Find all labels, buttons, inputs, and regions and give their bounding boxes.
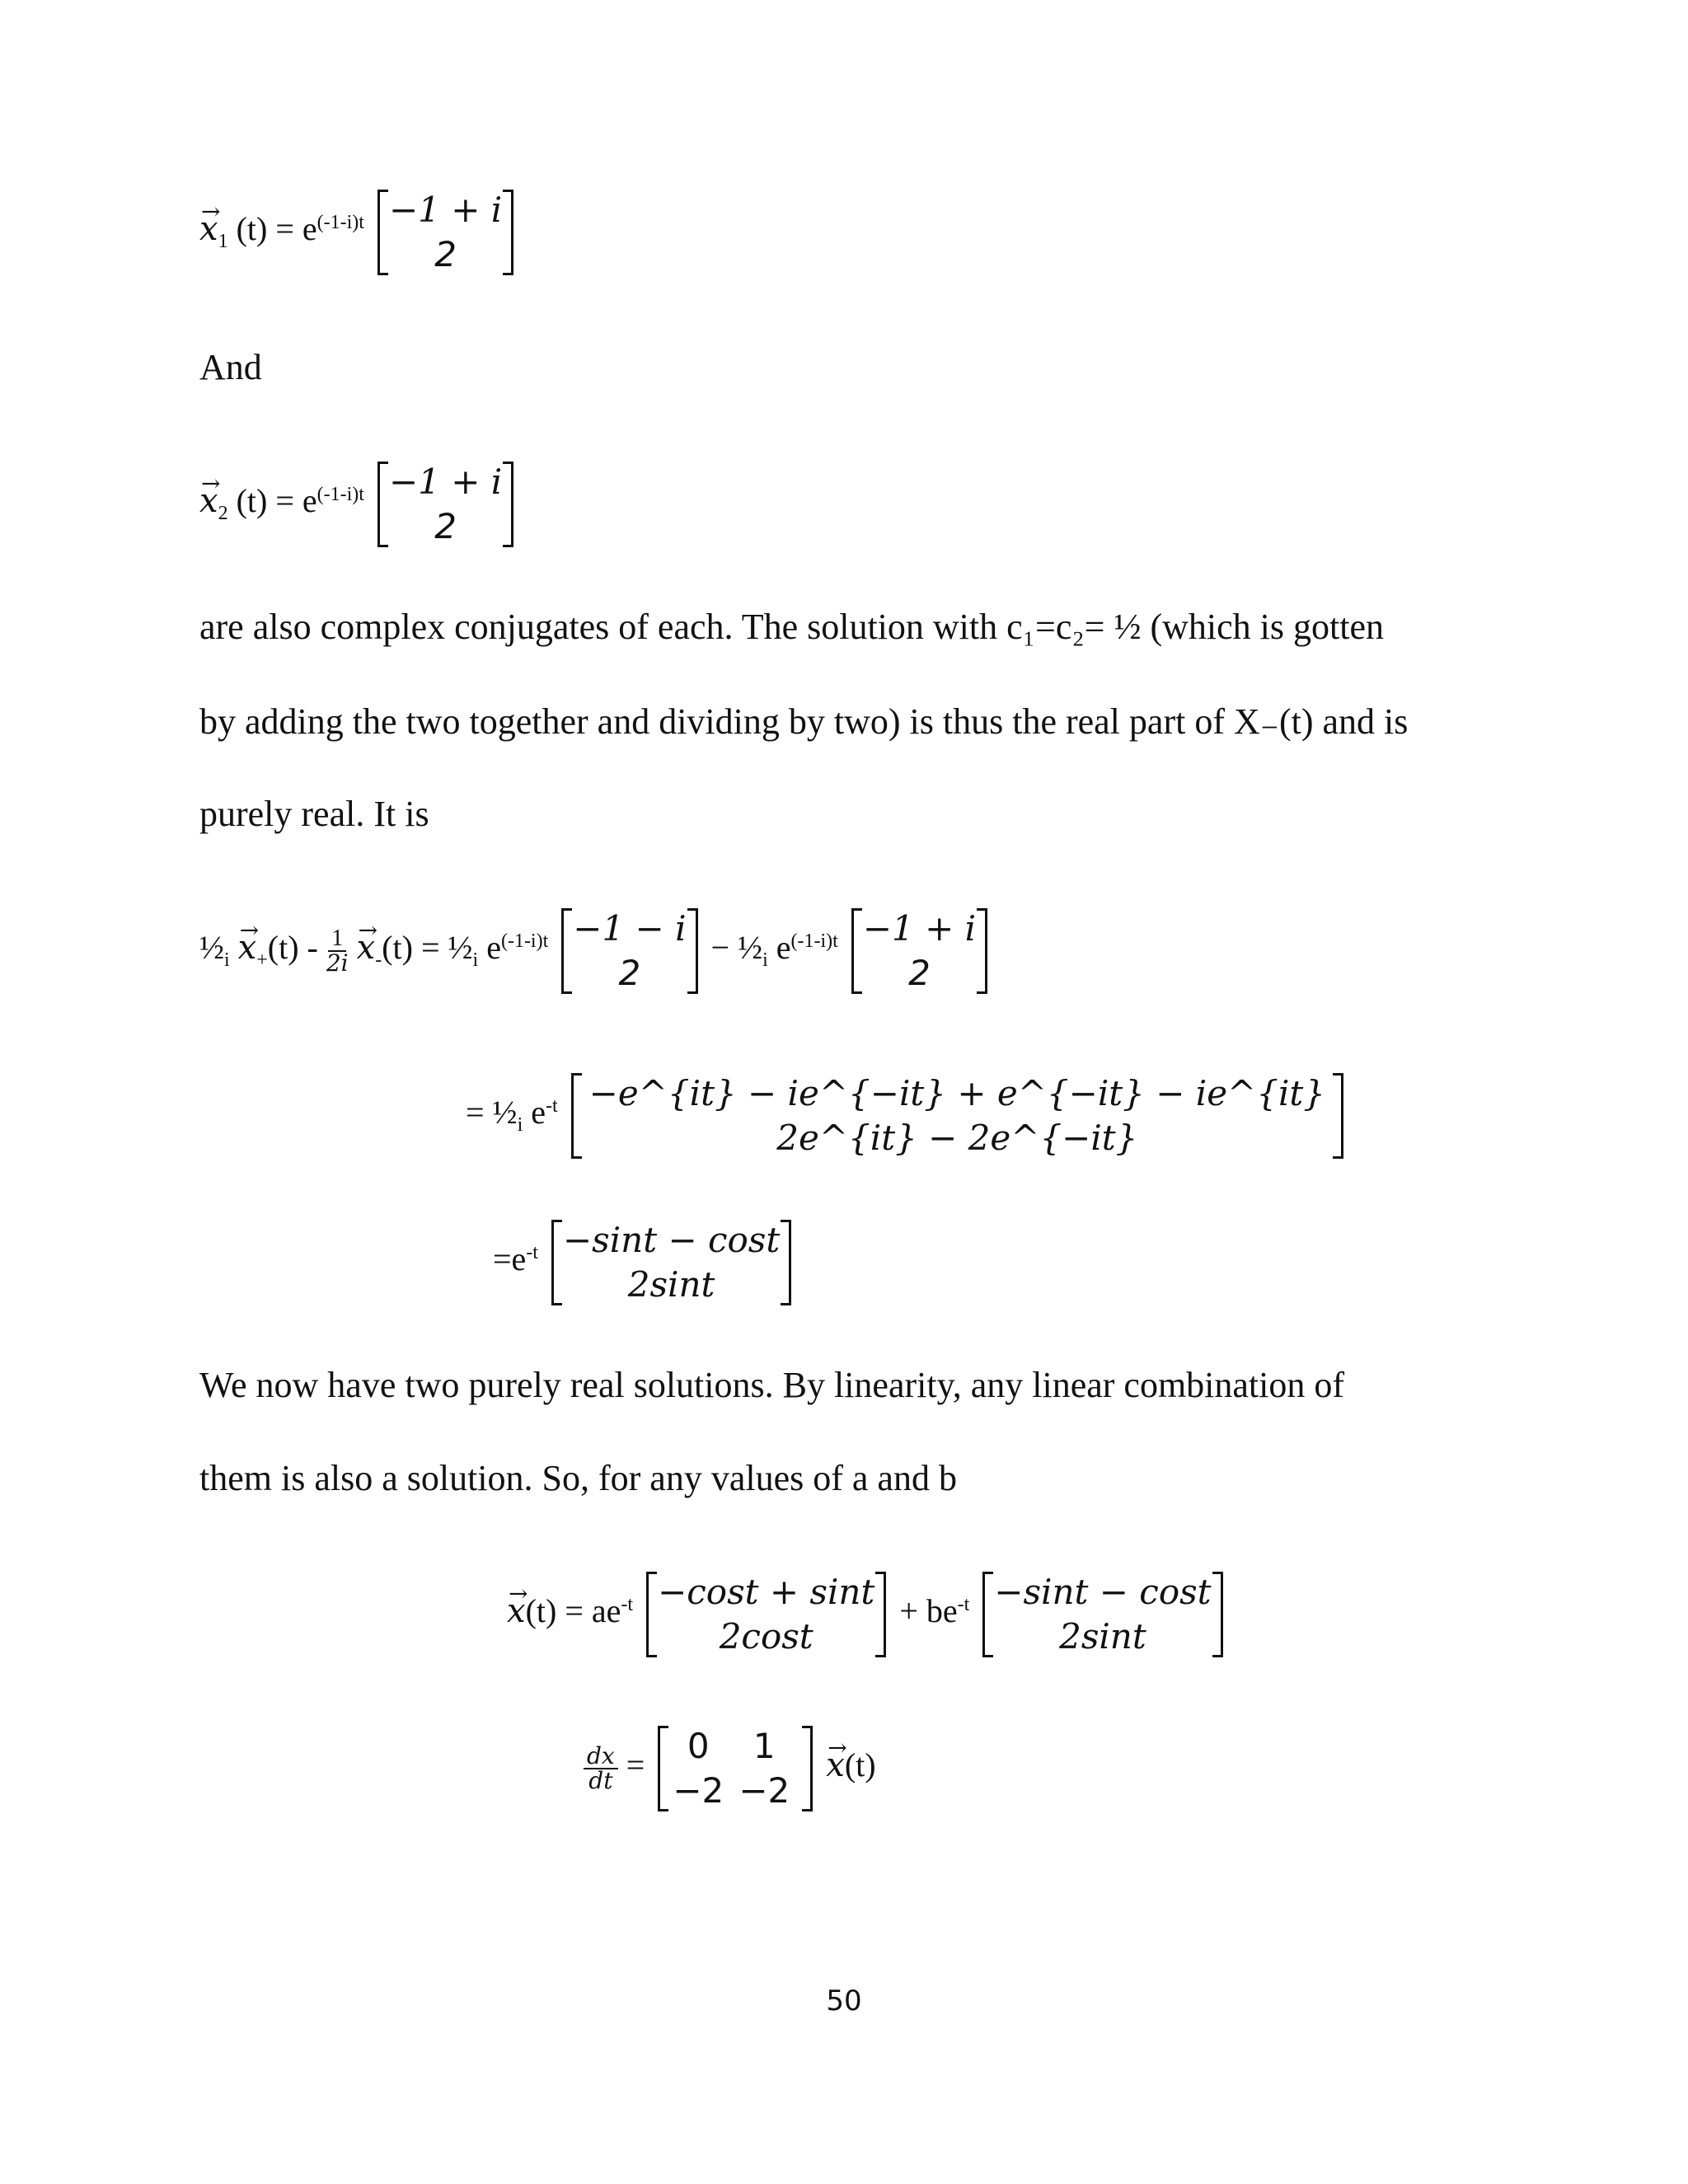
- column-vector: −1 + i 2: [377, 460, 513, 549]
- equation-combination: $\frac{1}{2}_i \to x_+(t)$ - $\frac{1}{2i}$ → $x_-(t)$ = $\frac{1}{2}_i$ $e^{(-1-i)t}$ −1 − i 2 − $\frac{1}{2}_i$ $e^{(-1-i)t}$ −1 + i 2: [199, 907, 992, 996]
- equation-general-solution: → $x(t) = ae^{-t}$ −cost + sint 2cost + $be^{-t}$ −sint − cost 2sint: [507, 1570, 1228, 1659]
- coefficient-matrix: 0 1 −2 −2: [658, 1724, 813, 1813]
- column-vector: −1 + i 2: [851, 907, 987, 996]
- column-vector: −sint − cost 2sint: [551, 1218, 791, 1307]
- paragraph-line: are also complex conjugates of each. The solution with c₁=c₂= ½ (which is gotten: [199, 607, 1385, 647]
- column-vector: −e^{it} − ie^{−it} + e^{−it} − ie^{it} 2e^{it} − 2e^{−it}: [571, 1071, 1343, 1160]
- paragraph-line: them is also a solution. So, for any values of a and b: [199, 1458, 957, 1498]
- fraction: $\frac{1}{2i}$: [326, 926, 349, 977]
- text-and: And: [199, 347, 262, 387]
- derivative-fraction: $\frac{dx}{dt}$: [584, 1745, 618, 1793]
- column-vector: −cost + sint 2cost: [646, 1570, 886, 1659]
- page-number: 50: [826, 1985, 862, 2018]
- column-vector: −sint − cost 2sint: [982, 1570, 1222, 1659]
- vector-x: → x: [199, 485, 218, 518]
- equation-x2: → $x_2$ $(t) = e^{(-1-i)t}$ −1 + i 2: [199, 460, 518, 549]
- paragraph-line: by adding the two together and dividing by two) is thus the real part of X₋(t) and is: [199, 701, 1409, 742]
- equation-real-part: $=e^{-t}$ −sint − cost 2sint: [493, 1218, 796, 1307]
- paragraph-line: We now have two purely real solutions. By linearity, any linear combination of: [199, 1365, 1345, 1405]
- paragraph-line: purely real. It is: [199, 794, 429, 834]
- equation-system: $\frac{dx}{dt}$ = 0 1 −2 −2 → x(t): [584, 1724, 876, 1813]
- column-vector: −1 + i 2: [377, 188, 513, 277]
- column-vector: −1 − i 2: [561, 907, 697, 996]
- equation-x1: → $x_1$ $(t) = e^{(-1-i)t}$ −1 + i 2: [199, 188, 518, 277]
- equation-expanded: = $\frac{1}{2}_i$ $e^{-t}$ −e^{it} − ie^{−it} + e^{−it} − ie^{it} 2e^{it} − 2e^{−it}: [466, 1071, 1348, 1160]
- vector-x: → x: [199, 213, 218, 246]
